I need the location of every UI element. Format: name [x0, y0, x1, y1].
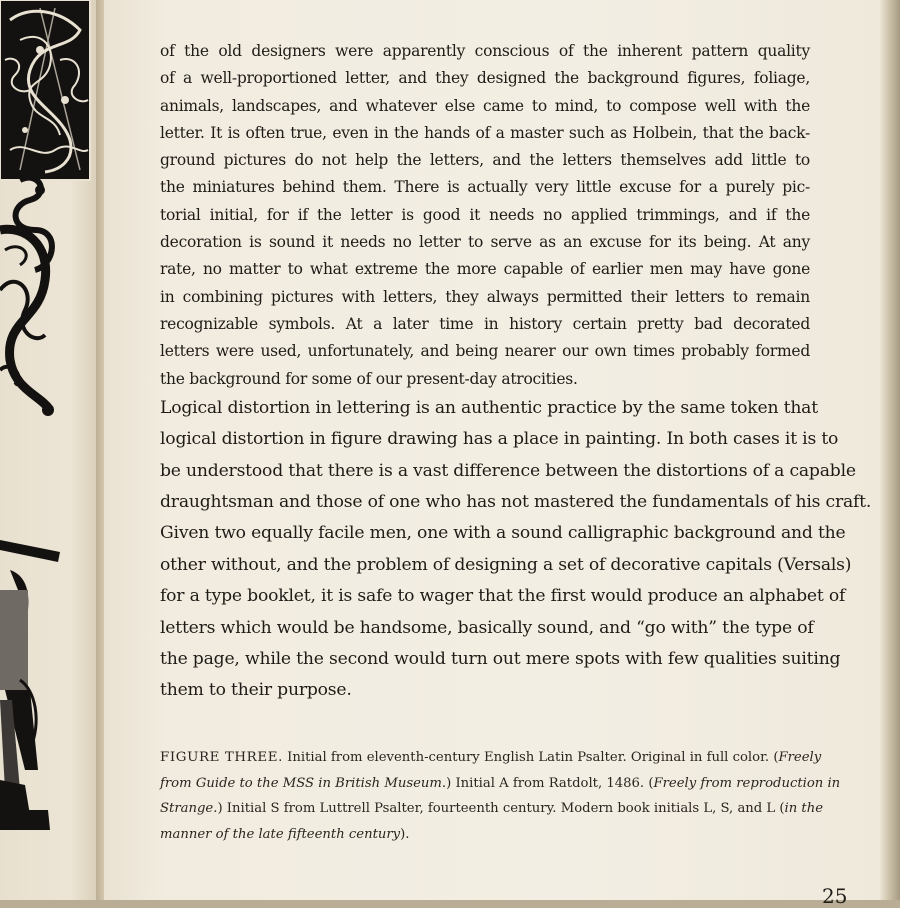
decorative-initial-s-illustration [0, 170, 100, 430]
figure-label: FIGURE THREE. [160, 750, 283, 765]
caption-line [160, 771, 841, 797]
caption-italic: manner of the late fifteenth century [160, 826, 401, 842]
text-line: of a well-proportioned letter, and they designed the background figures, foliage, [160, 69, 810, 88]
text-line: in combining pictures with letters, they always permitted their letters to remain [160, 287, 810, 306]
caption-italic: Freely [778, 750, 822, 765]
text-line: draughtsman and those of one who has not mastered the fundamentals of his craft. [160, 492, 872, 513]
text-line: ground pictures do not help the letters, and the letters themselves add little to [160, 151, 810, 170]
text-line: other without, and the problem of designing a set of decorative capitals (Versals) [160, 554, 852, 575]
decorative-initial-a-illustration [0, 0, 100, 190]
text-line: torial initial, for if the letter is good it needs no applied trimmings, and if the [160, 205, 810, 224]
caption-text: ). [400, 826, 410, 842]
text-line: decoration is sound it needs no letter to serve as an excuse for its being. At any [160, 233, 810, 252]
text-line: the miniatures behind them. There is actually very little excuse for a purely pic- [160, 178, 810, 197]
decorative-initial-l-illustration [0, 530, 100, 850]
caption-text: ) Initial A from Ratdolt, 1486. ( [446, 775, 654, 791]
text-line: Logical distortion in lettering is an authentic practice by the same token that [160, 397, 818, 418]
caption-italic: in the [784, 801, 824, 816]
text-line: for a type booklet, it is safe to wager that the first would produce an alphabet of [160, 586, 846, 607]
text-line: recognizable symbols. At a later time in history certain pretty bad decorated [160, 314, 810, 333]
caption-text: ) Initial S from Luttrell Psalter, fourteenth century. Modern book initials L, S, and L ( [217, 801, 785, 816]
text-line: letters were used, unfortunately, and being nearer our own times probably formed [160, 342, 810, 361]
page-edge [880, 0, 900, 900]
figure-caption [160, 745, 841, 847]
paragraph-2 [160, 393, 872, 707]
facing-page [0, 0, 100, 900]
text-line: letters which would be handsome, basically sound, and “go with” the type of [160, 617, 814, 638]
caption-line [160, 822, 832, 848]
text-line: be understood that there is a vast difference between the distortions of a capable [160, 460, 856, 481]
text-line: rate, no matter to what extreme the more capable of earlier men may have gone [160, 260, 810, 279]
caption-italic: from Guide to the MSS in British Museum. [160, 775, 447, 791]
text-line: the background for some of our present-day atrocities. [160, 369, 578, 388]
caption-italic: Strange. [160, 801, 218, 816]
text-line: letter. It is often true, even in the hands of a master such as Holbein, that the back- [160, 123, 810, 142]
caption-line [160, 745, 832, 771]
body-text [160, 38, 872, 707]
text-line: Given two equally facile men, one with a sound calligraphic background and the [160, 523, 846, 544]
text-line: them to their purpose. [160, 680, 352, 701]
caption-italic: Freely from reproduction in [653, 775, 841, 791]
text-line: logical distortion in figure drawing has a place in painting. In both cases it is to [160, 429, 839, 450]
caption-text: Initial from eleventh-century English Latin Psalter. Original in full color. ( [282, 750, 779, 765]
text-line: of the old designers were apparently conscious of the inherent pattern quality [160, 42, 810, 60]
page-number: 25 [822, 884, 848, 908]
paragraph-1 [160, 38, 810, 393]
text-line: animals, landscapes, and whatever else came to mind, to compose well with the [160, 96, 810, 115]
caption-line [160, 796, 832, 822]
text-line: the page, while the second would turn out mere spots with few qualities suiting [160, 648, 841, 669]
